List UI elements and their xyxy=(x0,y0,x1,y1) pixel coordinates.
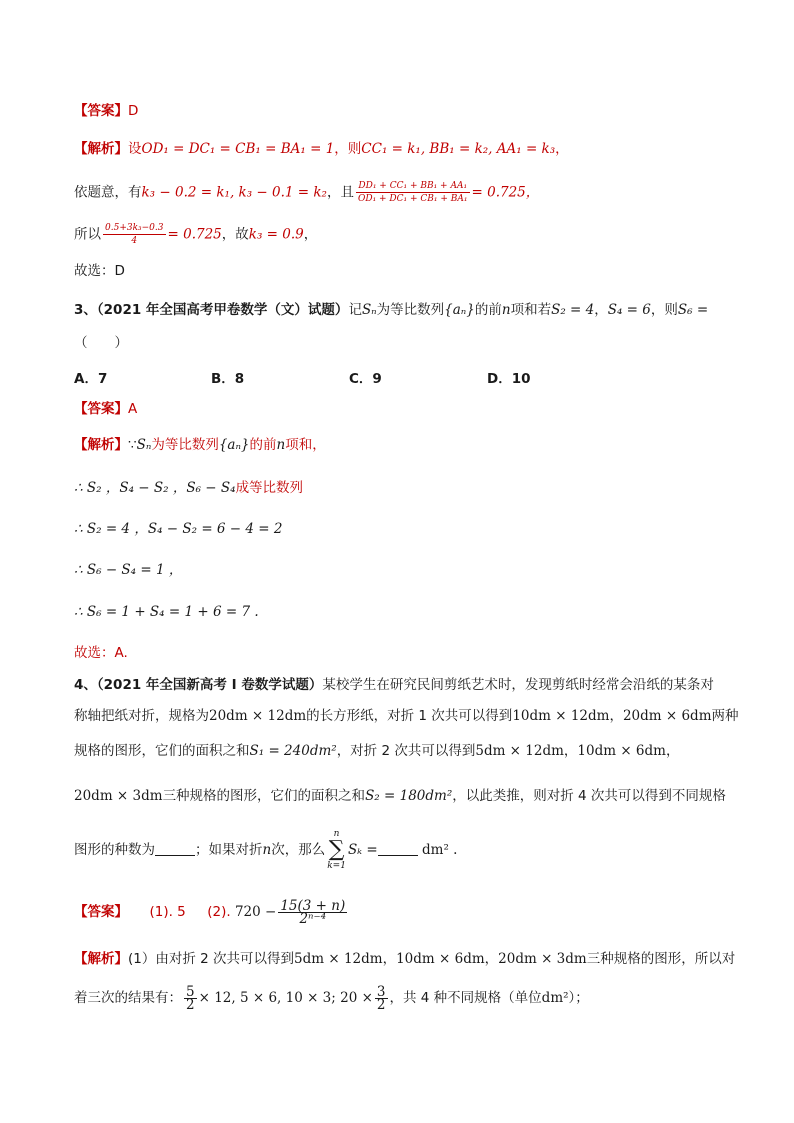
math-expr: S₁ = 240dm² xyxy=(249,743,337,759)
sum-lower: k=1 xyxy=(327,861,346,871)
text: ， xyxy=(484,951,499,967)
fraction xyxy=(184,983,197,1013)
math-expr: {aₙ} xyxy=(218,437,250,453)
q4-stem-line-3 xyxy=(74,742,679,760)
math-expr: = 0.725 xyxy=(167,226,222,243)
analysis-tag: 【解析】 xyxy=(74,437,128,453)
math-expr: ∴ S₂ ，S₄ − S₂ ，S₆ − S₄ xyxy=(74,480,236,496)
q3-analysis-line-1 xyxy=(74,436,326,454)
math-expr: 10dm × 12dm xyxy=(512,708,610,724)
answer-tag: 【答案】 xyxy=(74,401,128,417)
math-expr: Sₙ xyxy=(136,437,152,453)
answer-part-1: (1). 5 xyxy=(149,904,186,920)
math-expr: 20dm × 12dm xyxy=(209,708,307,724)
q4-answer-line xyxy=(74,894,349,930)
fraction-denominator: OD₁ + DC₁ + CB₁ + BA₁ xyxy=(357,194,468,204)
text: 某校学生在研究民间剪纸艺术时，发现剪纸时经常会沿纸的某条对 xyxy=(322,677,714,693)
text: 的长方形纸，对折 1 次共可以得到 xyxy=(306,708,513,724)
math-expr: 10dm × 6dm xyxy=(577,743,666,759)
math-expr: S₂ = 4 xyxy=(551,302,595,318)
math-expr: dm² xyxy=(541,990,569,1006)
text: ， xyxy=(665,743,680,759)
text: 的前 xyxy=(474,302,502,318)
text: ，故 xyxy=(221,226,249,243)
analysis-tag: 【解析】 xyxy=(74,141,128,157)
fraction-denominator: 2 xyxy=(376,996,386,1013)
summation xyxy=(327,829,346,871)
text: (1）由对折 2 次共可以得到 xyxy=(128,951,295,967)
fraction-denominator: 2ⁿ⁻⁴ xyxy=(299,910,327,927)
math-expr: n xyxy=(501,302,511,318)
q4-stem-line-5 xyxy=(74,828,457,872)
text: ；如果对折 xyxy=(195,842,263,858)
text: ，且 xyxy=(326,184,354,201)
text: ， xyxy=(382,951,397,967)
question-number: 3、 xyxy=(74,302,97,318)
math-expr: S₆ = xyxy=(677,302,709,318)
math-expr: 5dm × 12dm xyxy=(475,743,564,759)
question-number: 4、 xyxy=(74,677,97,693)
option-a: A．7 xyxy=(74,371,108,387)
text: ，对折 2 次共可以得到 xyxy=(336,743,476,759)
text: ， xyxy=(563,743,578,759)
q4-stem-line-4 xyxy=(74,787,726,805)
answer-fraction xyxy=(278,897,347,927)
sum-upper: n xyxy=(333,829,340,839)
math-expr: S₂ = 180dm² xyxy=(365,788,453,804)
q4-analysis-line-2 xyxy=(74,978,589,1018)
math-expr: OD₁ = DC₁ = CB₁ = BA₁ = 1 xyxy=(141,141,335,157)
option-b: B．8 xyxy=(211,371,245,387)
q2-answer-line xyxy=(74,102,138,120)
text: 规格的图形，它们的面积之和 xyxy=(74,743,250,759)
ratio-fraction xyxy=(103,222,166,247)
q3-analysis-line-2 xyxy=(74,479,303,497)
text: 的前 xyxy=(249,437,277,453)
text: 图形的种数为 xyxy=(74,842,155,858)
q3-answer-line xyxy=(74,400,137,418)
text: 记 xyxy=(348,302,362,318)
q3-paren: （ ） xyxy=(74,335,128,351)
q3-analysis-line-3: ∴ S₂ = 4 ，S₄ − S₂ = 6 − 4 = 2 xyxy=(74,521,283,537)
q2-analysis-line-1 xyxy=(74,140,569,158)
text: ， xyxy=(555,141,569,157)
math-expr: Sₖ = xyxy=(347,842,378,858)
text: 项和若 xyxy=(510,302,552,318)
q3-analysis-line-4: ∴ S₆ − S₄ = 1 ， xyxy=(74,562,183,578)
sigma-symbol: ∑ xyxy=(328,837,345,862)
text: 称轴把纸对折，规格为 xyxy=(74,708,209,724)
text: ，则 xyxy=(334,141,362,157)
math-expr: = 0.725， xyxy=(471,184,540,201)
math-expr: 720 − xyxy=(234,904,277,920)
fraction-numerator: DD₁ + CC₁ + BB₁ + AA₁ xyxy=(356,180,470,193)
analysis-tag: 【解析】 xyxy=(74,951,128,967)
math-expr: S₄ = 6 xyxy=(607,302,651,318)
answer-value: D xyxy=(128,103,139,119)
option-c: C．9 xyxy=(349,371,382,387)
answer-blank-1[interactable] xyxy=(155,843,195,856)
math-expr: {aₙ} xyxy=(444,302,475,318)
math-expr: 20dm × 3dm xyxy=(74,788,163,804)
math-expr: n xyxy=(276,437,286,453)
math-expr: 5dm × 12dm xyxy=(294,951,383,967)
math-expr: 20dm × 6dm xyxy=(622,708,712,724)
q4-stem-line-2 xyxy=(74,707,739,725)
text: 项和， xyxy=(285,437,326,453)
text: 为等比数列 xyxy=(151,437,219,453)
fraction-numerator: 5 xyxy=(186,983,195,1000)
text: ，以此类推，则对折 4 次共可以得到不同规格 xyxy=(452,788,726,804)
answer-tag: 【答案】 xyxy=(74,103,128,119)
question-source: （2021 年全国新高考 I 卷数学试题） xyxy=(96,677,323,693)
question-source: （2021 年全国高考甲卷数学（文）试题） xyxy=(96,302,349,318)
text: ，则 xyxy=(650,302,678,318)
q4-analysis-line-1 xyxy=(74,950,735,968)
q3-stem-line-1 xyxy=(74,301,708,319)
fraction-numerator: 0.5+3k₃−0.3 xyxy=(105,223,164,233)
math-expr: 10dm × 6dm xyxy=(396,951,485,967)
text: 着三次的结果有： xyxy=(74,990,182,1006)
text: 三种规格的图形，它们的面积之和 xyxy=(162,788,366,804)
fraction-numerator: 3 xyxy=(376,983,386,1000)
math-expr: ∵ xyxy=(128,437,137,453)
ratio-fraction xyxy=(356,180,470,205)
q2-analysis-line-3 xyxy=(74,222,317,247)
q4-stem-line-1 xyxy=(74,676,714,694)
math-expr: 20dm × 3dm xyxy=(498,951,587,967)
text: ， xyxy=(594,302,608,318)
text: 三种规格的图形，所以对 xyxy=(586,951,736,967)
text: 成等比数列 xyxy=(235,480,304,496)
answer-part-2-label: (2). xyxy=(207,904,231,920)
math-expr: k₃ − 0.2 = k₁, k₃ − 0.1 = k₂ xyxy=(141,184,327,201)
math-expr: × 12, 5 × 6, 10 × 3; 20 × xyxy=(198,990,373,1006)
math-expr: Sₙ xyxy=(361,302,377,318)
text: ， xyxy=(609,708,623,724)
text: 为等比数列 xyxy=(376,302,445,318)
text: ）； xyxy=(568,990,589,1006)
q2-choose-line: 故选：D xyxy=(74,263,125,279)
option-d: D．10 xyxy=(487,371,531,387)
math-expr: dm² . xyxy=(422,842,458,858)
answer-blank-2[interactable] xyxy=(378,843,418,856)
fraction-denominator: 4 xyxy=(131,236,138,246)
text: 设 xyxy=(128,141,142,157)
answer-tag: 【答案】 xyxy=(74,904,128,920)
q3-analysis-line-5: ∴ S₆ = 1 + S₄ = 1 + 6 = 7 . xyxy=(74,604,259,620)
q3-choose-line: 故选：A. xyxy=(74,645,128,661)
fraction-denominator: 2 xyxy=(186,996,195,1013)
math-expr: n xyxy=(262,842,272,858)
text: ， xyxy=(303,226,318,243)
fraction xyxy=(375,983,388,1013)
fraction-numerator: 15(3 + n) xyxy=(280,897,346,914)
text: ，共 4 种不同规格（单位 xyxy=(389,990,542,1006)
text: 所以 xyxy=(74,226,101,243)
text: 两种 xyxy=(711,708,739,724)
text: 次，那么 xyxy=(271,842,326,858)
text: 依题意，有 xyxy=(74,184,142,201)
math-expr: k₃ = 0.9 xyxy=(248,226,304,243)
math-expr: CC₁ = k₁, BB₁ = k₂, AA₁ = k₃ xyxy=(361,141,556,157)
q2-analysis-line-2 xyxy=(74,180,539,205)
answer-value: A xyxy=(128,401,138,417)
